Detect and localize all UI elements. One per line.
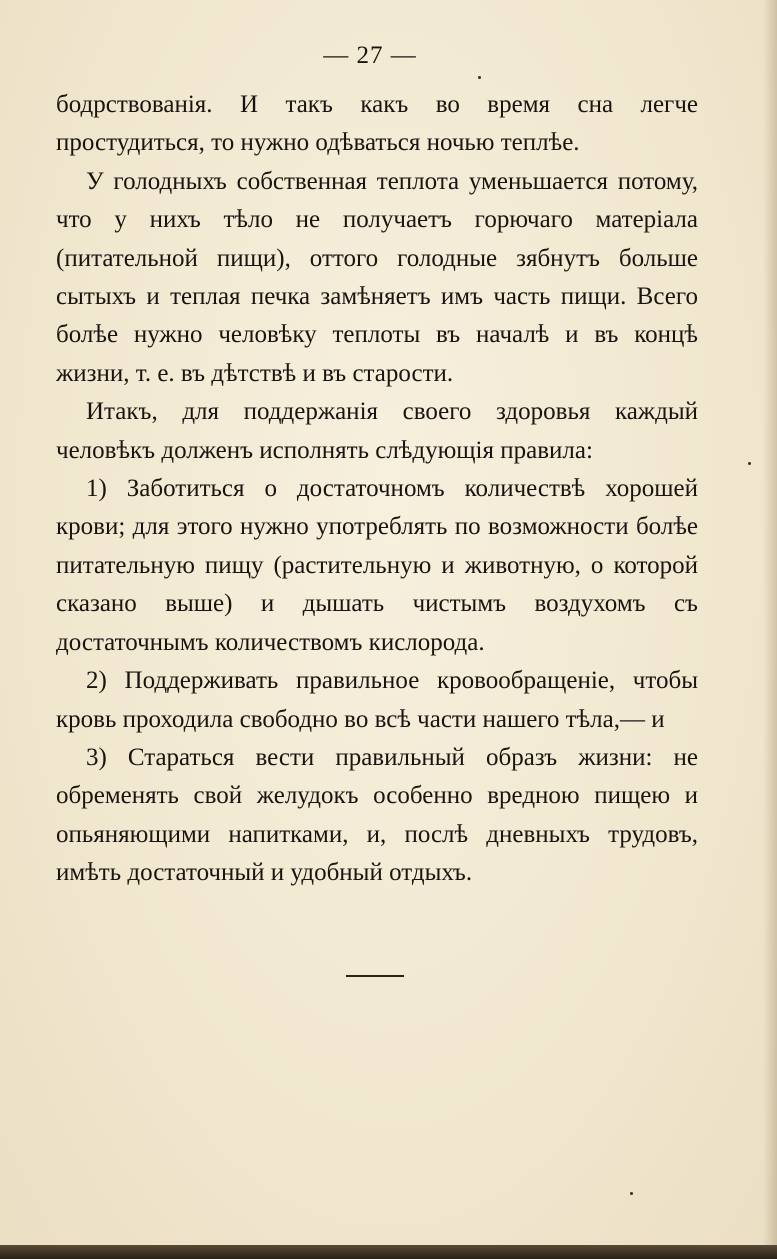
paragraph-4: 1) Заботиться о достаточномъ количествѣ хорошей крови; для этого нужно употреблять по возможности болѣе питательную пищу (растительную и животную, о которой сказано выше) и дышать чистымъ воздухомъ съ достаточнымъ количествомъ кислорода.: [56, 475, 698, 656]
ink-speck: [478, 76, 481, 79]
scan-bottom-edge: [0, 1245, 777, 1259]
paragraph-5: 2) Поддерживать правильное кровообращеніе, чтобы кровь проходила свободно во всѣ части нашего тѣла,— и: [56, 667, 698, 733]
page-edge-shadow: [763, 0, 777, 1259]
paragraph-3: Итакъ, для поддержанія своего здоровья каждый человѣкъ долженъ исполнять слѣдующія правила:: [56, 398, 698, 464]
paragraph-1: бодрствованія. И такъ какъ во время сна легче простудиться, то нужно одѣваться ночью теплѣе.: [56, 91, 698, 157]
section-end-rule: [346, 975, 404, 977]
paragraph-6: 3) Стараться вести правильный образъ жизни: не обременять свой желудокъ особенно вредною пищею и опьяняющими напитками, и, послѣ дневныхъ трудовъ, имѣть достаточный и удобный отдыхъ.: [56, 743, 698, 887]
paragraph-2: У голодныхъ собственная теплота уменьшается потому, что у нихъ тѣло не получаетъ горючаго матеріала (питательной пищи), оттого голодные зябнутъ больше сытыхъ и теплая печка замѣняетъ имъ часть пищи. Всего болѣе нужно человѣку теплоты въ началѣ и въ концѣ жизни, т. е. въ дѣтствѣ и въ старости.: [56, 167, 698, 387]
ink-speck: [748, 462, 751, 465]
page-text: [56, 86, 698, 893]
ink-speck: [630, 1192, 633, 1195]
page-number: — 27 —: [323, 42, 417, 69]
